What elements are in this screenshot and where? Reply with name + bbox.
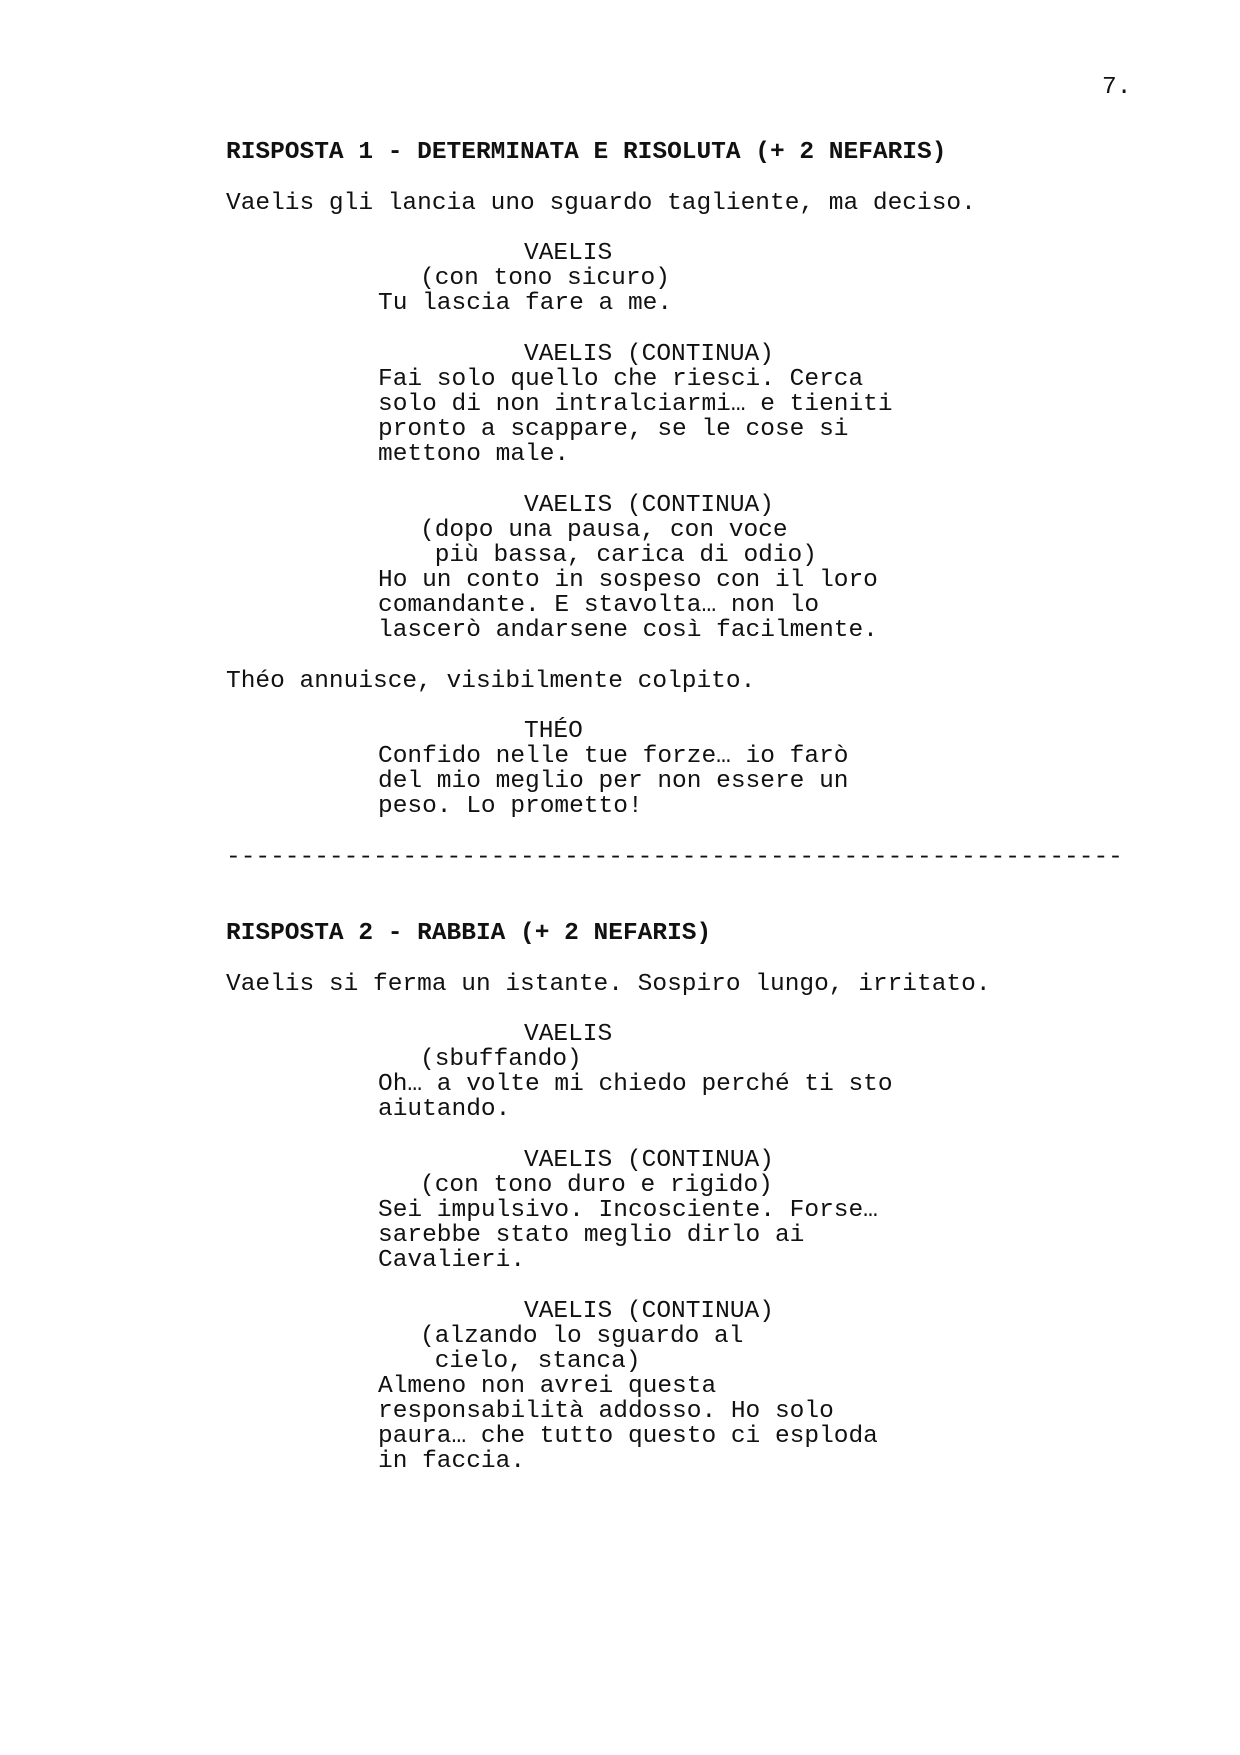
- character-name: VAELIS (CONTINUA): [524, 341, 774, 368]
- character-name: THÉO: [524, 718, 583, 745]
- dialogue-line: responsabilità addosso. Ho solo: [378, 1398, 834, 1425]
- parenthetical: (sbuffando): [420, 1046, 582, 1073]
- character-name: VAELIS (CONTINUA): [524, 492, 774, 519]
- action-line: Vaelis si ferma un istante. Sospiro lungo, irritato.: [226, 971, 991, 998]
- character-name: VAELIS: [524, 1021, 613, 1048]
- parenthetical: cielo, stanca): [420, 1348, 641, 1375]
- dialogue-line: aiutando.: [378, 1096, 511, 1123]
- dialogue-line: Oh… a volte mi chiedo perché ti sto: [378, 1071, 893, 1098]
- dialogue-line: Sei impulsivo. Incosciente. Forse…: [378, 1197, 878, 1224]
- dialogue-line: paura… che tutto questo ci esploda: [378, 1423, 878, 1450]
- action-line: Théo annuisce, visibilmente colpito.: [226, 668, 756, 695]
- dialogue-line: mettono male.: [378, 441, 570, 468]
- dialogue-line: pronto a scappare, se le cose si: [378, 416, 849, 443]
- parenthetical: (con tono duro e rigido): [420, 1172, 773, 1199]
- dialogue-line: lascerò andarsene così facilmente.: [378, 617, 878, 644]
- dialogue-line: comandante. E stavolta… non lo: [378, 592, 820, 619]
- dialogue-line: in faccia.: [378, 1448, 526, 1475]
- scene-heading: RISPOSTA 1 - DETERMINATA E RISOLUTA (+ 2 NEFARIS): [226, 139, 947, 166]
- separator-line: -------------------------------------------------------------: [226, 844, 1123, 871]
- dialogue-line: solo di non intralciarmi… e tieniti: [378, 391, 893, 418]
- dialogue-line: sarebbe stato meglio dirlo ai: [378, 1222, 805, 1249]
- dialogue-line: Fai solo quello che riesci. Cerca: [378, 366, 864, 393]
- scene-heading: RISPOSTA 2 - RABBIA (+ 2 NEFARIS): [226, 920, 712, 947]
- parenthetical: (con tono sicuro): [420, 265, 670, 292]
- dialogue-line: del mio meglio per non essere un: [378, 768, 849, 795]
- character-name: VAELIS: [524, 240, 613, 267]
- dialogue-line: Tu lascia fare a me.: [378, 290, 673, 317]
- parenthetical: (dopo una pausa, con voce: [420, 517, 788, 544]
- dialogue-line: Almeno non avrei questa: [378, 1373, 717, 1400]
- character-name: VAELIS (CONTINUA): [524, 1298, 774, 1325]
- page-number: 7.: [1102, 74, 1132, 101]
- parenthetical: (alzando lo sguardo al: [420, 1323, 744, 1350]
- parenthetical: più bassa, carica di odio): [420, 542, 817, 569]
- character-name: VAELIS (CONTINUA): [524, 1147, 774, 1174]
- dialogue-line: peso. Lo prometto!: [378, 793, 643, 820]
- dialogue-line: Cavalieri.: [378, 1247, 526, 1274]
- action-line: Vaelis gli lancia uno sguardo tagliente, ma deciso.: [226, 190, 976, 217]
- dialogue-line: Confido nelle tue forze… io farò: [378, 743, 849, 770]
- dialogue-line: Ho un conto in sospeso con il loro: [378, 567, 878, 594]
